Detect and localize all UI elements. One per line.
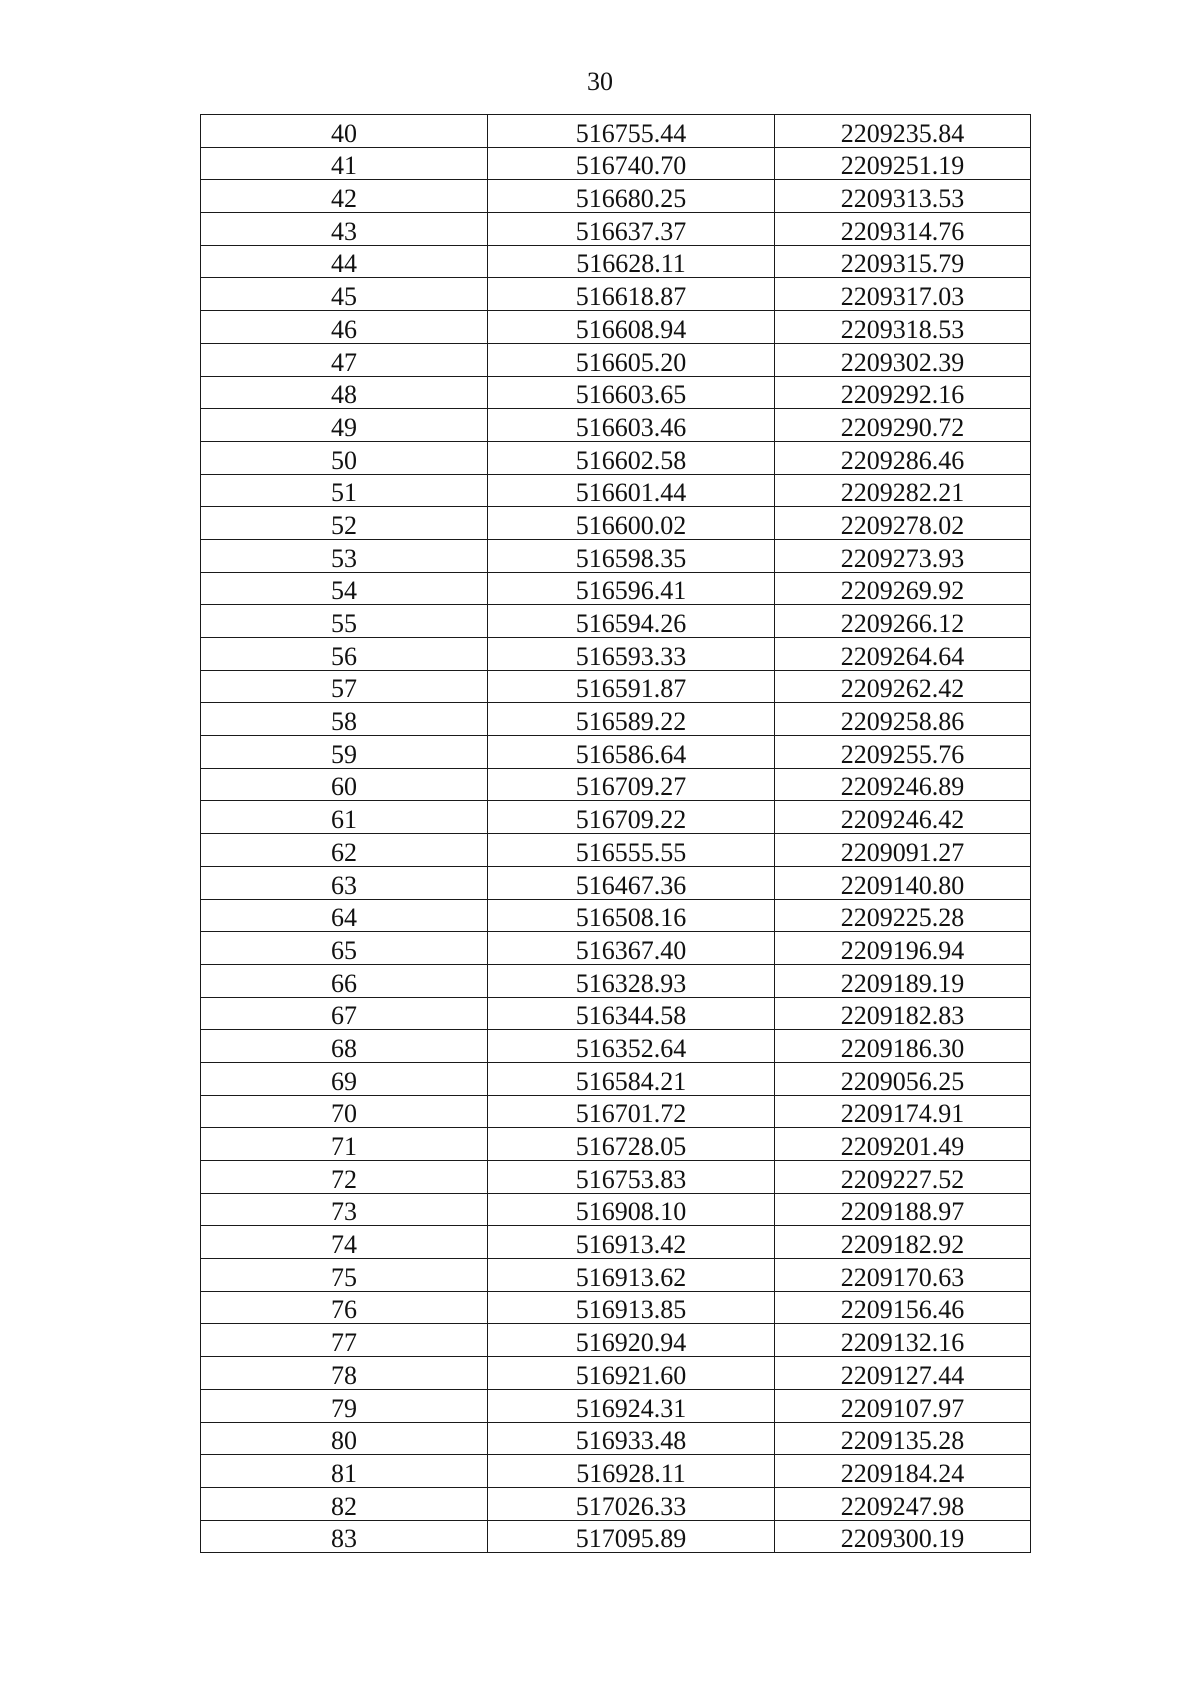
table-row <box>201 180 1031 213</box>
point-number-cell: 83 <box>201 1520 488 1553</box>
table-row <box>201 1357 1031 1390</box>
point-number-cell: 54 <box>201 572 488 605</box>
table-row <box>201 1226 1031 1259</box>
table-row <box>201 768 1031 801</box>
table-row <box>201 1095 1031 1128</box>
y-coordinate-cell: 2209056.25 <box>775 1062 1031 1095</box>
point-number-cell: 75 <box>201 1259 488 1292</box>
point-number-cell: 80 <box>201 1422 488 1455</box>
x-coordinate-cell: 517026.33 <box>488 1487 775 1520</box>
x-coordinate-cell: 516594.26 <box>488 605 775 638</box>
table-row <box>201 1128 1031 1161</box>
point-number-cell: 44 <box>201 245 488 278</box>
y-coordinate-cell: 2209235.84 <box>775 115 1031 148</box>
y-coordinate-cell: 2209292.16 <box>775 376 1031 409</box>
table-row <box>201 736 1031 769</box>
x-coordinate-cell: 516908.10 <box>488 1193 775 1226</box>
y-coordinate-cell: 2209182.83 <box>775 997 1031 1030</box>
point-number-cell: 78 <box>201 1357 488 1390</box>
x-coordinate-cell: 516593.33 <box>488 638 775 671</box>
point-number-cell: 50 <box>201 441 488 474</box>
table-row <box>201 670 1031 703</box>
y-coordinate-cell: 2209317.03 <box>775 278 1031 311</box>
y-coordinate-cell: 2209196.94 <box>775 932 1031 965</box>
x-coordinate-cell: 516605.20 <box>488 343 775 376</box>
table-row <box>201 115 1031 148</box>
y-coordinate-cell: 2209186.30 <box>775 1030 1031 1063</box>
y-coordinate-cell: 2209188.97 <box>775 1193 1031 1226</box>
x-coordinate-cell: 516628.11 <box>488 245 775 278</box>
y-coordinate-cell: 2209182.92 <box>775 1226 1031 1259</box>
x-coordinate-cell: 516921.60 <box>488 1357 775 1390</box>
table-row <box>201 703 1031 736</box>
table-row <box>201 1324 1031 1357</box>
point-number-cell: 72 <box>201 1161 488 1194</box>
y-coordinate-cell: 2209282.21 <box>775 474 1031 507</box>
y-coordinate-cell: 2209302.39 <box>775 343 1031 376</box>
table-row <box>201 147 1031 180</box>
y-coordinate-cell: 2209262.42 <box>775 670 1031 703</box>
point-number-cell: 49 <box>201 409 488 442</box>
x-coordinate-cell: 516584.21 <box>488 1062 775 1095</box>
point-number-cell: 67 <box>201 997 488 1030</box>
table-row <box>201 474 1031 507</box>
x-coordinate-cell: 516601.44 <box>488 474 775 507</box>
y-coordinate-cell: 2209107.97 <box>775 1389 1031 1422</box>
point-number-cell: 59 <box>201 736 488 769</box>
y-coordinate-cell: 2209286.46 <box>775 441 1031 474</box>
table-row <box>201 964 1031 997</box>
table-row <box>201 997 1031 1030</box>
table-row <box>201 605 1031 638</box>
x-coordinate-cell: 516467.36 <box>488 866 775 899</box>
point-number-cell: 71 <box>201 1128 488 1161</box>
x-coordinate-cell: 516344.58 <box>488 997 775 1030</box>
point-number-cell: 52 <box>201 507 488 540</box>
x-coordinate-cell: 516555.55 <box>488 834 775 867</box>
y-coordinate-cell: 2209246.89 <box>775 768 1031 801</box>
table-row <box>201 278 1031 311</box>
y-coordinate-cell: 2209266.12 <box>775 605 1031 638</box>
point-number-cell: 81 <box>201 1455 488 1488</box>
y-coordinate-cell: 2209201.49 <box>775 1128 1031 1161</box>
y-coordinate-cell: 2209225.28 <box>775 899 1031 932</box>
x-coordinate-cell: 516920.94 <box>488 1324 775 1357</box>
y-coordinate-cell: 2209132.16 <box>775 1324 1031 1357</box>
point-number-cell: 46 <box>201 311 488 344</box>
table-row <box>201 441 1031 474</box>
x-coordinate-cell: 516589.22 <box>488 703 775 736</box>
y-coordinate-cell: 2209300.19 <box>775 1520 1031 1553</box>
y-coordinate-cell: 2209184.24 <box>775 1455 1031 1488</box>
table-row <box>201 507 1031 540</box>
table-row <box>201 311 1031 344</box>
point-number-cell: 45 <box>201 278 488 311</box>
y-coordinate-cell: 2209170.63 <box>775 1259 1031 1292</box>
point-number-cell: 64 <box>201 899 488 932</box>
point-number-cell: 77 <box>201 1324 488 1357</box>
coordinates-table <box>200 114 1031 1553</box>
table-row <box>201 1422 1031 1455</box>
table-row <box>201 213 1031 246</box>
x-coordinate-cell: 516596.41 <box>488 572 775 605</box>
table-row <box>201 245 1031 278</box>
x-coordinate-cell: 516618.87 <box>488 278 775 311</box>
x-coordinate-cell: 516680.25 <box>488 180 775 213</box>
table-row <box>201 1291 1031 1324</box>
point-number-cell: 57 <box>201 670 488 703</box>
y-coordinate-cell: 2209156.46 <box>775 1291 1031 1324</box>
table-row <box>201 1161 1031 1194</box>
x-coordinate-cell: 516753.83 <box>488 1161 775 1194</box>
table-row <box>201 1030 1031 1063</box>
x-coordinate-cell: 516933.48 <box>488 1422 775 1455</box>
point-number-cell: 62 <box>201 834 488 867</box>
y-coordinate-cell: 2209227.52 <box>775 1161 1031 1194</box>
x-coordinate-cell: 516508.16 <box>488 899 775 932</box>
table-row <box>201 572 1031 605</box>
x-coordinate-cell: 516598.35 <box>488 539 775 572</box>
x-coordinate-cell: 517095.89 <box>488 1520 775 1553</box>
table-row <box>201 1389 1031 1422</box>
y-coordinate-cell: 2209269.92 <box>775 572 1031 605</box>
table-row <box>201 1520 1031 1553</box>
table-row <box>201 539 1031 572</box>
table-row <box>201 1193 1031 1226</box>
page-number: 30 <box>587 67 613 96</box>
table-row <box>201 834 1031 867</box>
x-coordinate-cell: 516600.02 <box>488 507 775 540</box>
y-coordinate-cell: 2209189.19 <box>775 964 1031 997</box>
x-coordinate-cell: 516701.72 <box>488 1095 775 1128</box>
x-coordinate-cell: 516913.62 <box>488 1259 775 1292</box>
table-row <box>201 801 1031 834</box>
point-number-cell: 76 <box>201 1291 488 1324</box>
y-coordinate-cell: 2209251.19 <box>775 147 1031 180</box>
y-coordinate-cell: 2209255.76 <box>775 736 1031 769</box>
x-coordinate-cell: 516603.46 <box>488 409 775 442</box>
point-number-cell: 47 <box>201 343 488 376</box>
x-coordinate-cell: 516603.65 <box>488 376 775 409</box>
x-coordinate-cell: 516352.64 <box>488 1030 775 1063</box>
table-row <box>201 866 1031 899</box>
x-coordinate-cell: 516728.05 <box>488 1128 775 1161</box>
point-number-cell: 66 <box>201 964 488 997</box>
x-coordinate-cell: 516709.22 <box>488 801 775 834</box>
x-coordinate-cell: 516924.31 <box>488 1389 775 1422</box>
point-number-cell: 51 <box>201 474 488 507</box>
x-coordinate-cell: 516740.70 <box>488 147 775 180</box>
point-number-cell: 65 <box>201 932 488 965</box>
point-number-cell: 74 <box>201 1226 488 1259</box>
coordinates-table-body <box>201 115 1031 1553</box>
y-coordinate-cell: 2209247.98 <box>775 1487 1031 1520</box>
point-number-cell: 42 <box>201 180 488 213</box>
point-number-cell: 68 <box>201 1030 488 1063</box>
point-number-cell: 58 <box>201 703 488 736</box>
point-number-cell: 73 <box>201 1193 488 1226</box>
y-coordinate-cell: 2209278.02 <box>775 507 1031 540</box>
table-row <box>201 1062 1031 1095</box>
point-number-cell: 79 <box>201 1389 488 1422</box>
x-coordinate-cell: 516602.58 <box>488 441 775 474</box>
table-row <box>201 1455 1031 1488</box>
point-number-cell: 48 <box>201 376 488 409</box>
y-coordinate-cell: 2209315.79 <box>775 245 1031 278</box>
point-number-cell: 82 <box>201 1487 488 1520</box>
y-coordinate-cell: 2209127.44 <box>775 1357 1031 1390</box>
point-number-cell: 60 <box>201 768 488 801</box>
y-coordinate-cell: 2209314.76 <box>775 213 1031 246</box>
x-coordinate-cell: 516608.94 <box>488 311 775 344</box>
point-number-cell: 40 <box>201 115 488 148</box>
table-row <box>201 1259 1031 1292</box>
table-row <box>201 638 1031 671</box>
table-row <box>201 899 1031 932</box>
y-coordinate-cell: 2209318.53 <box>775 311 1031 344</box>
point-number-cell: 70 <box>201 1095 488 1128</box>
point-number-cell: 53 <box>201 539 488 572</box>
y-coordinate-cell: 2209135.28 <box>775 1422 1031 1455</box>
point-number-cell: 61 <box>201 801 488 834</box>
y-coordinate-cell: 2209140.80 <box>775 866 1031 899</box>
x-coordinate-cell: 516928.11 <box>488 1455 775 1488</box>
table-row <box>201 1487 1031 1520</box>
x-coordinate-cell: 516328.93 <box>488 964 775 997</box>
y-coordinate-cell: 2209264.64 <box>775 638 1031 671</box>
y-coordinate-cell: 2209246.42 <box>775 801 1031 834</box>
y-coordinate-cell: 2209174.91 <box>775 1095 1031 1128</box>
x-coordinate-cell: 516637.37 <box>488 213 775 246</box>
point-number-cell: 41 <box>201 147 488 180</box>
table-row <box>201 932 1031 965</box>
y-coordinate-cell: 2209091.27 <box>775 834 1031 867</box>
x-coordinate-cell: 516913.42 <box>488 1226 775 1259</box>
x-coordinate-cell: 516367.40 <box>488 932 775 965</box>
table-row <box>201 343 1031 376</box>
y-coordinate-cell: 2209313.53 <box>775 180 1031 213</box>
x-coordinate-cell: 516913.85 <box>488 1291 775 1324</box>
table-row <box>201 409 1031 442</box>
table-row <box>201 376 1031 409</box>
x-coordinate-cell: 516755.44 <box>488 115 775 148</box>
point-number-cell: 69 <box>201 1062 488 1095</box>
y-coordinate-cell: 2209290.72 <box>775 409 1031 442</box>
point-number-cell: 56 <box>201 638 488 671</box>
point-number-cell: 55 <box>201 605 488 638</box>
x-coordinate-cell: 516709.27 <box>488 768 775 801</box>
x-coordinate-cell: 516591.87 <box>488 670 775 703</box>
point-number-cell: 63 <box>201 866 488 899</box>
y-coordinate-cell: 2209258.86 <box>775 703 1031 736</box>
point-number-cell: 43 <box>201 213 488 246</box>
x-coordinate-cell: 516586.64 <box>488 736 775 769</box>
y-coordinate-cell: 2209273.93 <box>775 539 1031 572</box>
